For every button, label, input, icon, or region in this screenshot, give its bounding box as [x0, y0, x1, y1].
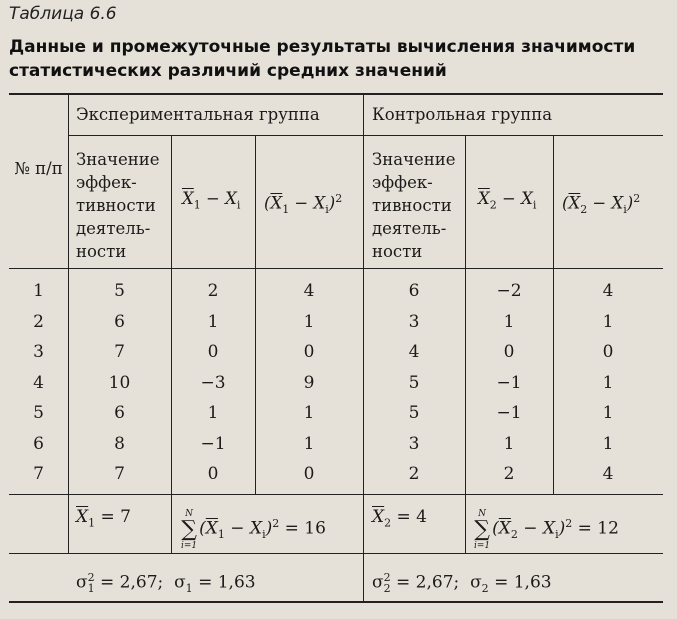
- table-title: Данные и промежуточные результаты вычисления значимости статистических различий средних значений: [9, 37, 636, 81]
- cell-value-exp: 8: [114, 433, 125, 454]
- rule-body: [9, 494, 663, 495]
- cell-diff-exp: −1: [200, 433, 226, 454]
- cell-number: 4: [33, 372, 44, 393]
- cell-square-ctrl: 1: [602, 311, 614, 332]
- sum-squares-control: N ∑ i=1 $(\overline{X}_2 - X_i)^2 = 12$: [474, 509, 619, 551]
- rule-header: [9, 268, 663, 269]
- cell-diff-ctrl: −1: [496, 403, 522, 423]
- cell-diff-exp: 2: [207, 281, 219, 301]
- cell-diff-ctrl: 1: [503, 433, 515, 454]
- rule-summary: [9, 553, 663, 554]
- cell-diff-exp: 1: [207, 311, 219, 332]
- cell-value-exp: 7: [114, 464, 125, 484]
- cell-value-ctrl: 5: [408, 372, 420, 393]
- header-diff-ctrl: $\overline{X}_2 - X_i$: [478, 189, 537, 212]
- cell-value-ctrl: 6: [408, 281, 420, 301]
- header-square-exp: $(\overline{X}_1 - X_i)^2$: [264, 192, 343, 216]
- cell-value-ctrl: 5: [408, 403, 420, 423]
- cell-diff-ctrl: 1: [503, 311, 515, 332]
- cell-square-ctrl: 1: [602, 372, 614, 393]
- cell-diff-ctrl: −1: [496, 372, 522, 393]
- cell-number: 3: [33, 342, 44, 362]
- cell-value-ctrl: 3: [408, 433, 420, 454]
- cell-value-ctrl: 3: [408, 311, 420, 332]
- sum-sign-ctrl: N ∑ i=1: [474, 509, 491, 551]
- sum-sign-exp: N ∑ i=1: [181, 509, 198, 551]
- cell-square-ctrl: 4: [602, 281, 614, 301]
- header-value-ctrl: Значение эффек- тивности деятель- ности: [372, 150, 456, 261]
- cell-square-ctrl: 1: [602, 433, 614, 454]
- cell-number: 6: [33, 433, 44, 454]
- cell-square-ctrl: 4: [602, 464, 614, 484]
- header-value-exp: Значение эффек- тивности деятель- ности: [76, 150, 160, 261]
- cell-square-exp: 0: [303, 342, 315, 362]
- cell-value-exp: 5: [114, 281, 125, 301]
- cell-number: 7: [33, 464, 44, 484]
- cell-square-exp: 1: [303, 311, 315, 332]
- sum-squares-experimental: N ∑ i=1 $(\overline{X}_1 - X_i)^2 = 16$: [181, 509, 326, 551]
- cell-diff-exp: −3: [200, 372, 226, 393]
- cell-value-exp: 10: [108, 372, 131, 393]
- cell-square-exp: 9: [303, 372, 315, 393]
- cell-square-exp: 0: [303, 464, 315, 484]
- variance-experimental: $\sigma^2_1 = 2,67$; $\sigma_1 = 1,63$: [76, 571, 256, 596]
- cell-diff-exp: 0: [207, 342, 219, 362]
- cell-value-exp: 7: [114, 342, 125, 362]
- mean-control: $\overline{X}_2 = 4$: [372, 507, 427, 530]
- cell-value-ctrl: 4: [408, 342, 420, 362]
- cell-value-exp: 6: [114, 311, 125, 332]
- cell-diff-ctrl: 0: [503, 342, 515, 362]
- group-control: Контрольная группа: [372, 105, 553, 124]
- rule-top: [9, 93, 663, 95]
- rule-bottom: [9, 601, 663, 603]
- mean-experimental: $\overline{X}_1 = 7$: [76, 507, 131, 530]
- variance-control: $\sigma^2_2 = 2,67$; $\sigma_2 = 1,63$: [372, 571, 552, 596]
- cell-diff-exp: 0: [207, 464, 219, 484]
- cell-square-ctrl: 0: [602, 342, 614, 362]
- group-experimental: Экспериментальная группа: [76, 105, 320, 124]
- cell-square-exp: 1: [303, 403, 315, 423]
- rule-group: [68, 135, 663, 136]
- cell-square-ctrl: 1: [602, 403, 614, 423]
- cell-diff-ctrl: 2: [503, 464, 515, 484]
- cell-number: 1: [33, 281, 44, 301]
- cell-value-ctrl: 2: [408, 464, 420, 484]
- cell-diff-exp: 1: [207, 403, 219, 423]
- cell-number: 5: [33, 403, 44, 423]
- header-number: № п/п: [14, 159, 63, 178]
- table-caption: Таблица 6.6: [9, 4, 117, 24]
- cell-number: 2: [33, 311, 44, 332]
- cell-value-exp: 6: [114, 403, 125, 423]
- cell-square-exp: 4: [303, 281, 315, 301]
- cell-square-exp: 1: [303, 433, 315, 454]
- cell-diff-ctrl: −2: [496, 281, 522, 301]
- header-square-ctrl: $(\overline{X}_2 - X_i)^2$: [562, 192, 641, 216]
- header-diff-exp: $\overline{X}_1 - X_i$: [182, 189, 241, 212]
